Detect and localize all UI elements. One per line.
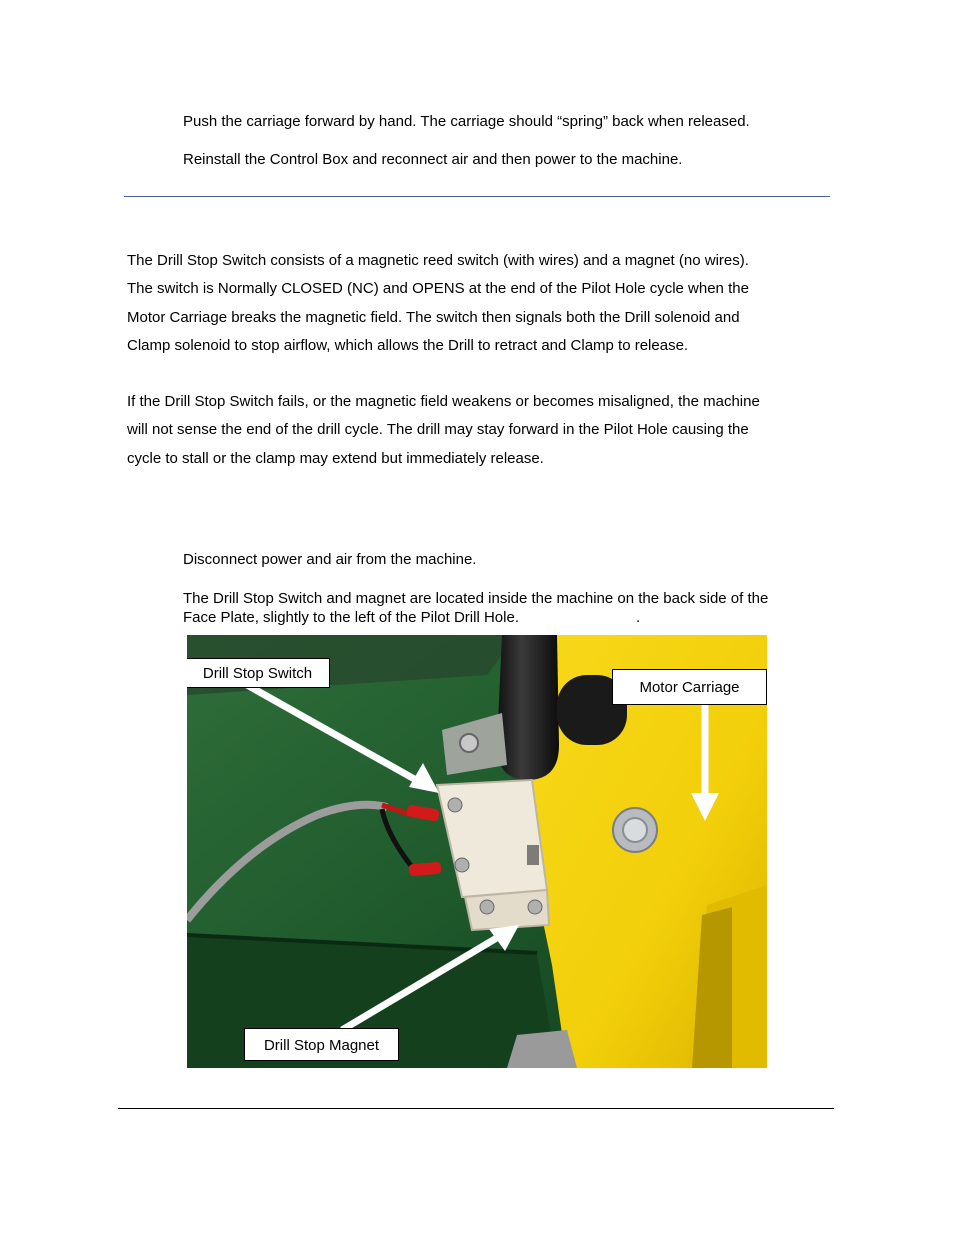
paragraph-drill-stop-description <box>127 247 749 360</box>
paragraph-line: Motor Carriage breaks the magnetic field. The switch then signals both the Drill solenoid and <box>127 308 740 326</box>
paragraph-failure-symptoms <box>127 388 760 473</box>
callout-drill-stop-switch: Drill Stop Switch <box>187 658 330 688</box>
paragraph-line: Clamp solenoid to stop airflow, which allows the Drill to retract and Clamp to release. <box>127 336 689 354</box>
step-locate-switch-period: . <box>636 609 641 626</box>
paragraph-line: The switch is Normally CLOSED (NC) and OPENS at the end of the Pilot Hole cycle when the <box>127 280 749 298</box>
paragraph-line: will not sense the end of the drill cycle. The drill may stay forward in the Pilot Hole causing the <box>127 421 749 439</box>
step-disconnect-power: Disconnect power and air from the machine. <box>183 551 477 568</box>
paragraph-line: If the Drill Stop Switch fails, or the magnetic field weakens or becomes misaligned, the machine <box>127 393 760 410</box>
step-locate-switch-line2: Face Plate, slightly to the left of the Pilot Drill Hole. <box>183 609 519 626</box>
callout-drill-stop-magnet: Drill Stop Magnet <box>244 1028 399 1061</box>
step-locate-switch-line1: The Drill Stop Switch and magnet are located inside the machine on the back side of the <box>183 590 769 607</box>
paragraph-line: The Drill Stop Switch consists of a magnetic reed switch (with wires) and a magnet (no wires). <box>127 252 749 269</box>
footer-divider <box>118 1108 834 1109</box>
section-divider <box>124 196 830 197</box>
step-reinstall-control-box: Reinstall the Control Box and reconnect air and then power to the machine. <box>183 151 683 168</box>
callout-motor-carriage: Motor Carriage <box>612 669 767 705</box>
drill-stop-photo <box>187 635 767 1068</box>
paragraph-line: cycle to stall or the clamp may extend but immediately release. <box>127 449 544 467</box>
step-push-carriage: Push the carriage forward by hand. The carriage should “spring” back when released. <box>183 113 750 130</box>
